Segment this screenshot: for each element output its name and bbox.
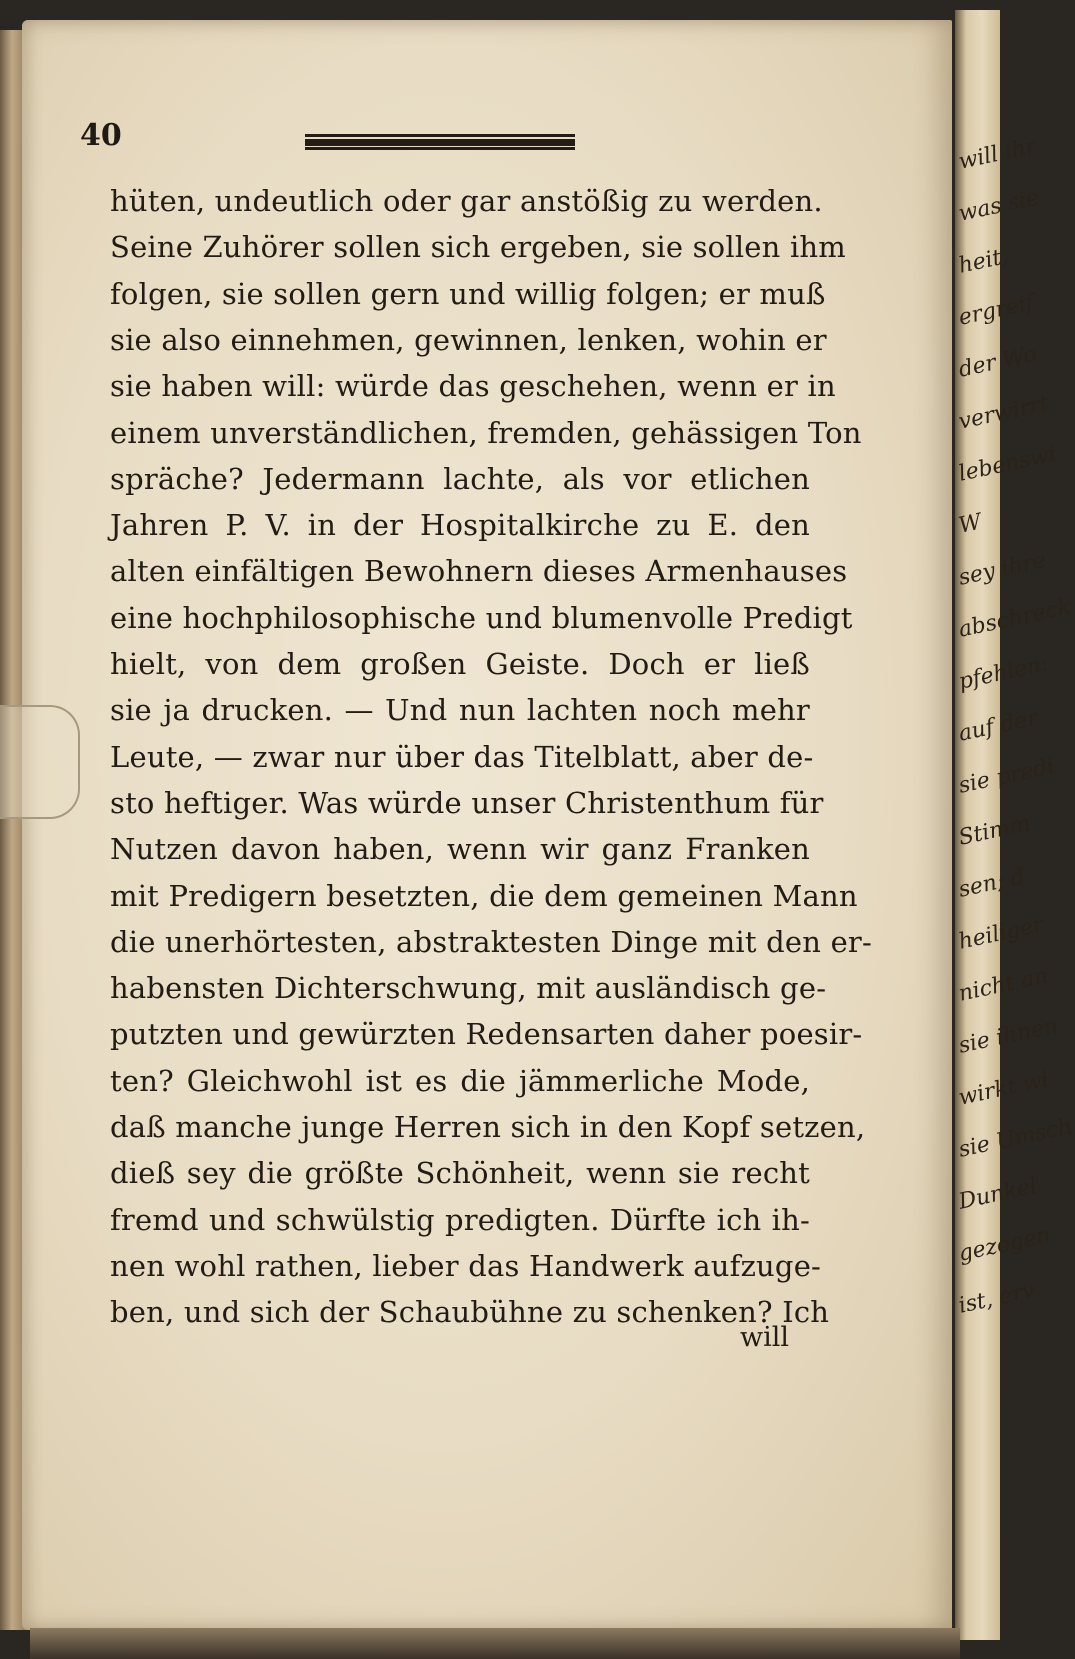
text-line: Leute, — zwar nur über das Titelblatt, aber de- bbox=[110, 739, 814, 774]
facing-page-fragment: sen; d bbox=[956, 864, 1028, 903]
text-line: fremd und schwülstig predigten. Dürfte ich ih- bbox=[110, 1202, 810, 1237]
text-line: sie haben will: würde das geschehen, wenn er in bbox=[110, 369, 836, 404]
text-line: sto heftiger. Was würde unser Christenthum für bbox=[110, 785, 824, 820]
bottom-page-edge bbox=[30, 1628, 960, 1659]
text-line: die unerhörtesten, abstraktesten Dinge mit den er- bbox=[110, 924, 872, 959]
text-line: dieß sey die größte Schönheit, wenn sie recht bbox=[110, 1156, 810, 1191]
facing-page-fragment: verwirrt bbox=[956, 391, 1052, 435]
facing-page-fragment: pfehlen: bbox=[956, 651, 1051, 695]
facing-page-fragment: ist, erv bbox=[956, 1278, 1038, 1319]
text-line: einem unverständlichen, fremden, gehässigen Ton bbox=[110, 415, 862, 450]
facing-page-fragment: lebenswi bbox=[956, 441, 1058, 487]
text-line: putzten und gewürzten Redensarten daher poesir- bbox=[110, 1017, 863, 1052]
facing-page-fragment: sey ihre bbox=[956, 547, 1049, 591]
text-line: daß manche junge Herren sich in den Kopf setzen, bbox=[110, 1110, 866, 1144]
text-line: Seine Zuhörer sollen sich ergeben, sie sollen ihm bbox=[110, 230, 847, 265]
facing-page-fragment: sie ihnen bbox=[956, 1013, 1061, 1059]
text-line: hielt, von dem großen Geiste. Doch er ließ bbox=[110, 647, 810, 681]
facing-page-fragment: nicht an bbox=[956, 963, 1051, 1007]
text-line: spräche? Jedermann lachte, als vor etlichen bbox=[110, 461, 810, 496]
catchword: will bbox=[740, 1322, 790, 1353]
page-clip-tab bbox=[0, 705, 80, 819]
facing-page-fragment: will ihr bbox=[956, 133, 1039, 175]
text-line: folgen, sie sollen gern und willig folgen; er muß bbox=[110, 276, 826, 311]
facing-page-fragment: auf der bbox=[956, 705, 1040, 747]
text-line: nen wohl rathen, lieber das Handwerk aufzuge- bbox=[110, 1248, 822, 1283]
facing-page-fragment: ergreif bbox=[956, 290, 1037, 331]
header-rule bbox=[305, 134, 575, 150]
text-line: mit Predigern besetzten, die dem gemeinen Mann bbox=[110, 878, 858, 913]
text-line: alten einfältigen Bewohnern dieses Armenhauses bbox=[110, 554, 848, 589]
text-line: eine hochphilosophische und blumenvolle Predigt bbox=[110, 600, 853, 635]
facing-page-fragment: heiliger bbox=[956, 912, 1046, 955]
facing-page-fragment: sie predi bbox=[956, 754, 1057, 799]
text-line: ten? Gleichwohl ist es die jämmerliche Mode, bbox=[110, 1063, 810, 1098]
facing-page-strip bbox=[955, 10, 1075, 1640]
text-line: hüten, undeutlich oder gar anstößig zu werden. bbox=[110, 184, 823, 218]
facing-page-fragment: W bbox=[956, 509, 984, 539]
facing-page-fragment: heit, bbox=[956, 243, 1011, 279]
page-number: 40 bbox=[80, 118, 122, 153]
text-line: sie also einnehmen, gewinnen, lenken, wohin er bbox=[110, 322, 827, 357]
facing-page-fragment: wirkt wi bbox=[956, 1067, 1052, 1111]
text-line: Nutzen davon haben, wenn wir ganz Franken bbox=[110, 832, 810, 867]
text-line: Jahren P. V. in der Hospitalkirche zu E. den bbox=[110, 508, 810, 543]
facing-page-fragment: gezogen bbox=[956, 1222, 1053, 1267]
facing-page-fragment: Stimm bbox=[956, 811, 1033, 851]
text-line: habensten Dichterschwung, mit ausländisch ge- bbox=[110, 971, 827, 1006]
text-line: ben, und sich der Schaubühne zu schenken? Ich bbox=[110, 1295, 830, 1330]
facing-page-fragment: der Wo bbox=[956, 341, 1039, 383]
text-line: sie ja drucken. — Und nun lachten noch mehr bbox=[110, 693, 810, 728]
facing-page-fragment: Dunkel bbox=[956, 1173, 1040, 1215]
facing-page-fragment: abschreck bbox=[956, 594, 1074, 643]
facing-page-fragment: was sie bbox=[956, 185, 1042, 227]
facing-page-fragment: sie Umsch bbox=[956, 1114, 1075, 1163]
